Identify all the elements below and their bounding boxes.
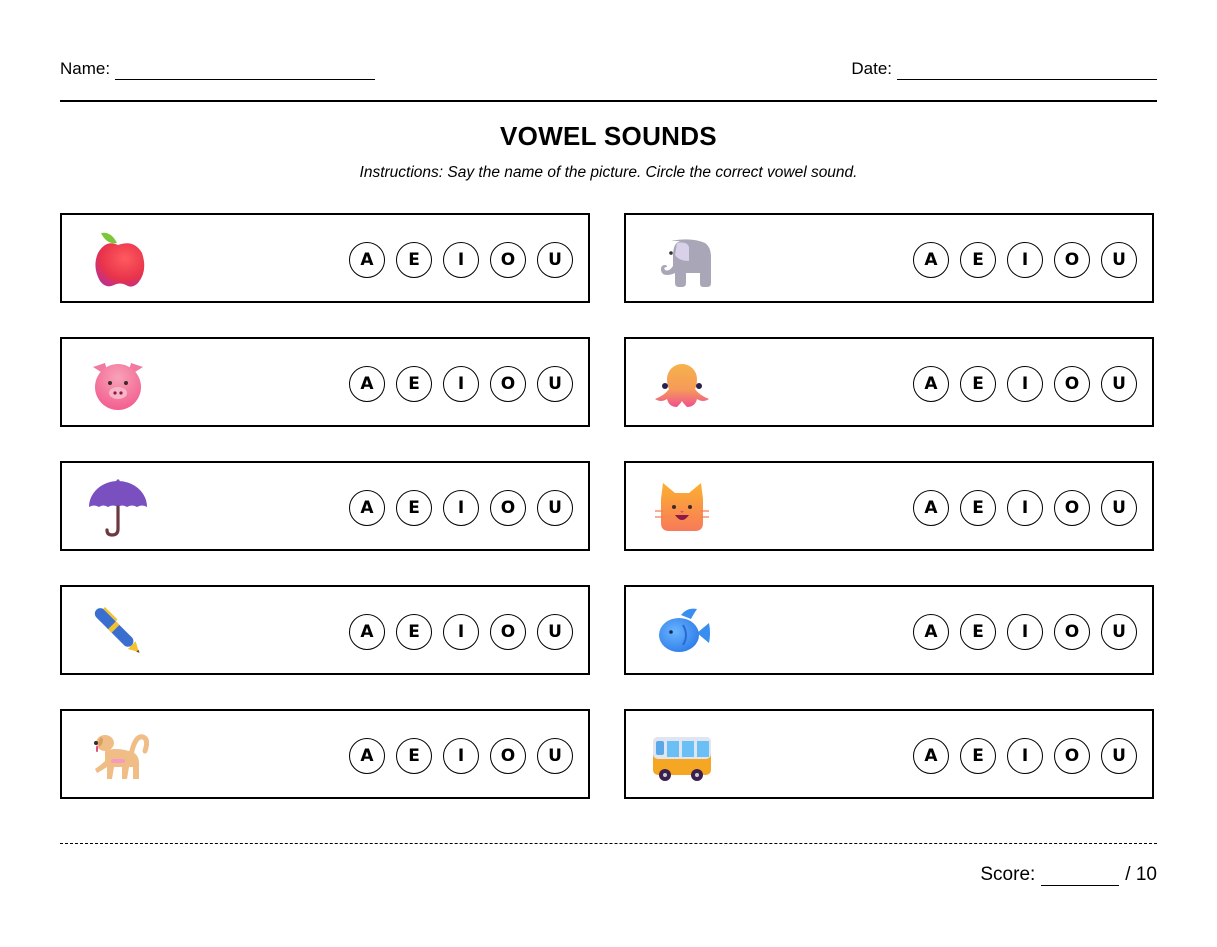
vowel-a[interactable]: A — [349, 366, 385, 402]
date-blank[interactable] — [897, 61, 1157, 80]
item-card-umbrella — [60, 461, 590, 551]
vowel-choices — [913, 242, 1137, 278]
vowel-u[interactable]: U — [537, 366, 573, 402]
vowel-o[interactable]: O — [490, 366, 526, 402]
item-card-pen — [60, 585, 590, 675]
vowel-e[interactable]: E — [396, 738, 432, 774]
pig-icon — [87, 353, 149, 415]
instructions: Instructions: Say the name of the picture. Circle the correct vowel sound. — [359, 164, 858, 181]
vowel-a[interactable]: A — [913, 366, 949, 402]
score-label: Score: — [980, 864, 1036, 885]
score-field — [980, 864, 1157, 886]
vowel-a[interactable]: A — [913, 490, 949, 526]
vowel-i[interactable]: I — [1007, 738, 1043, 774]
vowel-a[interactable]: A — [913, 242, 949, 278]
vowel-e[interactable]: E — [960, 242, 996, 278]
item-card-bus — [624, 709, 1154, 799]
vowel-o[interactable]: O — [1054, 614, 1090, 650]
vowel-choices — [349, 490, 573, 526]
date-label: Date: — [851, 59, 892, 78]
item-card-elephant — [624, 213, 1154, 303]
score-blank[interactable] — [1041, 867, 1119, 886]
header-row — [60, 58, 1157, 82]
vowel-i[interactable]: I — [1007, 242, 1043, 278]
vowel-e[interactable]: E — [396, 490, 432, 526]
vowel-o[interactable]: O — [490, 490, 526, 526]
vowel-u[interactable]: U — [1101, 490, 1137, 526]
vowel-u[interactable]: U — [537, 242, 573, 278]
vowel-e[interactable]: E — [396, 242, 432, 278]
vowel-i[interactable]: I — [443, 490, 479, 526]
vowel-a[interactable]: A — [349, 242, 385, 278]
vowel-u[interactable]: U — [1101, 242, 1137, 278]
vowel-e[interactable]: E — [396, 366, 432, 402]
vowel-choices — [349, 242, 573, 278]
vowel-u[interactable]: U — [1101, 366, 1137, 402]
vowel-choices — [913, 366, 1137, 402]
elephant-icon — [651, 229, 713, 291]
vowel-choices — [913, 614, 1137, 650]
fish-icon — [651, 601, 713, 663]
item-card-dog — [60, 709, 590, 799]
name-field — [60, 58, 375, 80]
vowel-o[interactable]: O — [1054, 242, 1090, 278]
octopus-icon — [651, 353, 713, 415]
vowel-e[interactable]: E — [960, 738, 996, 774]
vowel-choices — [349, 366, 573, 402]
vowel-i[interactable]: I — [1007, 490, 1043, 526]
cat-icon — [651, 477, 713, 539]
footer-divider — [60, 843, 1157, 844]
item-card-apple — [60, 213, 590, 303]
vowel-choices — [913, 490, 1137, 526]
vowel-o[interactable]: O — [490, 242, 526, 278]
dog-icon — [87, 725, 149, 787]
pen-icon — [87, 601, 149, 663]
vowel-i[interactable]: I — [1007, 614, 1043, 650]
vowel-e[interactable]: E — [960, 490, 996, 526]
vowel-a[interactable]: A — [913, 614, 949, 650]
vowel-i[interactable]: I — [443, 366, 479, 402]
item-card-pig — [60, 337, 590, 427]
item-card-octopus — [624, 337, 1154, 427]
vowel-a[interactable]: A — [349, 490, 385, 526]
vowel-a[interactable]: A — [349, 614, 385, 650]
score-total: / 10 — [1125, 864, 1157, 885]
vowel-o[interactable]: O — [490, 738, 526, 774]
apple-icon — [87, 229, 149, 291]
vowel-u[interactable]: U — [1101, 738, 1137, 774]
header-divider — [60, 100, 1157, 102]
vowel-choices — [349, 614, 573, 650]
vowel-o[interactable]: O — [1054, 490, 1090, 526]
vowel-e[interactable]: E — [960, 366, 996, 402]
name-label: Name: — [60, 59, 111, 78]
vowel-i[interactable]: I — [443, 614, 479, 650]
item-card-cat — [624, 461, 1154, 551]
vowel-e[interactable]: E — [960, 614, 996, 650]
vowel-o[interactable]: O — [490, 614, 526, 650]
vowel-i[interactable]: I — [443, 242, 479, 278]
umbrella-icon — [87, 477, 149, 539]
bus-icon — [651, 725, 713, 787]
name-blank[interactable] — [115, 61, 375, 80]
vowel-u[interactable]: U — [537, 738, 573, 774]
date-field — [851, 58, 1157, 80]
vowel-a[interactable]: A — [349, 738, 385, 774]
vowel-choices — [349, 738, 573, 774]
vowel-i[interactable]: I — [443, 738, 479, 774]
vowel-u[interactable]: U — [537, 614, 573, 650]
vowel-o[interactable]: O — [1054, 738, 1090, 774]
vowel-u[interactable]: U — [1101, 614, 1137, 650]
vowel-u[interactable]: U — [537, 490, 573, 526]
page-title: VOWEL SOUNDS — [500, 121, 717, 151]
vowel-o[interactable]: O — [1054, 366, 1090, 402]
item-card-fish — [624, 585, 1154, 675]
vowel-i[interactable]: I — [1007, 366, 1043, 402]
vowel-e[interactable]: E — [396, 614, 432, 650]
vowel-a[interactable]: A — [913, 738, 949, 774]
vowel-choices — [913, 738, 1137, 774]
